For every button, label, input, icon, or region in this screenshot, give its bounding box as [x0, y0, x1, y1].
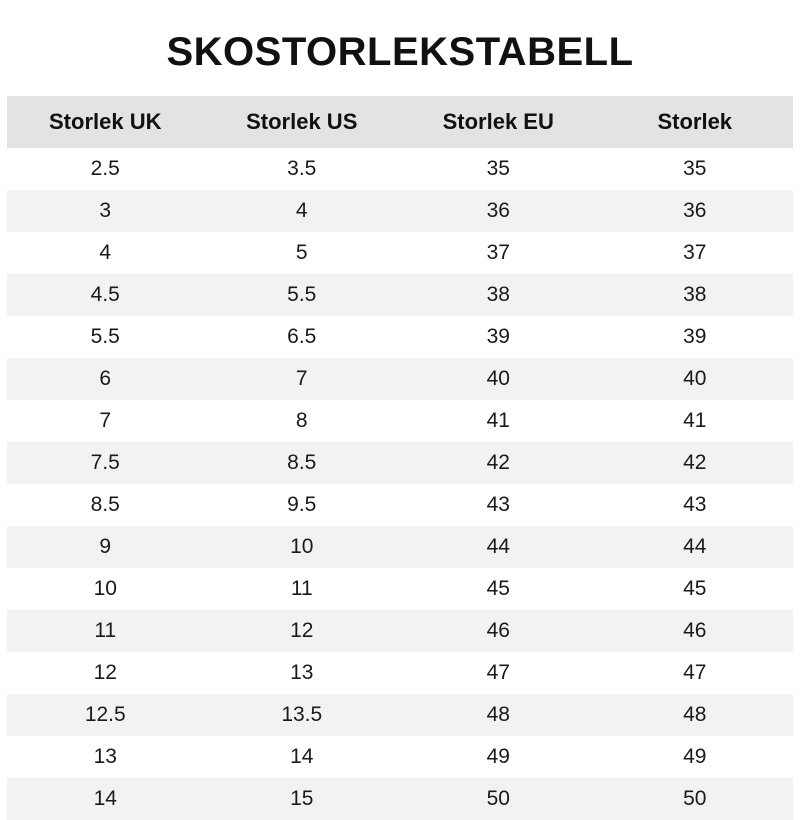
cell-eu: 41: [400, 400, 597, 442]
column-header-us: Storlek US: [204, 96, 401, 148]
cell-us: 10: [204, 526, 401, 568]
cell-eu: 37: [400, 232, 597, 274]
cell-storlek: 49: [597, 736, 794, 778]
cell-uk: 4: [7, 232, 204, 274]
cell-us: 5.5: [204, 274, 401, 316]
cell-eu: 49: [400, 736, 597, 778]
cell-eu: 39: [400, 316, 597, 358]
cell-uk: 11: [7, 610, 204, 652]
column-header-storlek: Storlek: [597, 96, 794, 148]
table-row: [7, 652, 793, 694]
cell-uk: 12: [7, 652, 204, 694]
cell-eu: 44: [400, 526, 597, 568]
table-row: [7, 232, 793, 274]
table-row: [7, 694, 793, 736]
table-row: [7, 400, 793, 442]
column-header-eu: Storlek EU: [400, 96, 597, 148]
cell-us: 13: [204, 652, 401, 694]
page-title: SKOSTORLEKSTABELL: [166, 30, 634, 74]
cell-uk: 10: [7, 568, 204, 610]
shoe-size-table: [7, 96, 793, 820]
cell-uk: 6: [7, 358, 204, 400]
cell-us: 14: [204, 736, 401, 778]
table-row: [7, 526, 793, 568]
table-header: [7, 96, 793, 148]
table-row: [7, 316, 793, 358]
cell-storlek: 39: [597, 316, 794, 358]
cell-us: 8: [204, 400, 401, 442]
cell-eu: 36: [400, 190, 597, 232]
cell-us: 11: [204, 568, 401, 610]
cell-uk: 9: [7, 526, 204, 568]
table-row: [7, 358, 793, 400]
cell-us: 8.5: [204, 442, 401, 484]
cell-us: 7: [204, 358, 401, 400]
table-header-row: [7, 96, 793, 148]
cell-uk: 2.5: [7, 148, 204, 190]
cell-us: 9.5: [204, 484, 401, 526]
table-row: [7, 778, 793, 820]
cell-uk: 4.5: [7, 274, 204, 316]
cell-eu: 50: [400, 778, 597, 820]
cell-storlek: 38: [597, 274, 794, 316]
cell-storlek: 50: [597, 778, 794, 820]
table-row: [7, 736, 793, 778]
cell-us: 3.5: [204, 148, 401, 190]
cell-us: 4: [204, 190, 401, 232]
cell-uk: 8.5: [7, 484, 204, 526]
table-row: [7, 610, 793, 652]
cell-storlek: 43: [597, 484, 794, 526]
cell-uk: 14: [7, 778, 204, 820]
cell-eu: 47: [400, 652, 597, 694]
cell-uk: 12.5: [7, 694, 204, 736]
cell-eu: 40: [400, 358, 597, 400]
cell-us: 12: [204, 610, 401, 652]
cell-storlek: 42: [597, 442, 794, 484]
cell-storlek: 48: [597, 694, 794, 736]
cell-storlek: 44: [597, 526, 794, 568]
cell-eu: 43: [400, 484, 597, 526]
cell-storlek: 35: [597, 148, 794, 190]
cell-us: 13.5: [204, 694, 401, 736]
table-row: [7, 190, 793, 232]
cell-us: 5: [204, 232, 401, 274]
cell-uk: 7: [7, 400, 204, 442]
cell-us: 15: [204, 778, 401, 820]
cell-storlek: 40: [597, 358, 794, 400]
cell-storlek: 45: [597, 568, 794, 610]
table-body: [7, 148, 793, 820]
cell-uk: 3: [7, 190, 204, 232]
cell-storlek: 37: [597, 232, 794, 274]
cell-us: 6.5: [204, 316, 401, 358]
cell-uk: 5.5: [7, 316, 204, 358]
cell-eu: 35: [400, 148, 597, 190]
table-row: [7, 442, 793, 484]
cell-eu: 42: [400, 442, 597, 484]
table-row: [7, 568, 793, 610]
cell-storlek: 46: [597, 610, 794, 652]
table-row: [7, 484, 793, 526]
table-row: [7, 274, 793, 316]
cell-uk: 7.5: [7, 442, 204, 484]
table-row: [7, 148, 793, 190]
cell-storlek: 41: [597, 400, 794, 442]
cell-uk: 13: [7, 736, 204, 778]
cell-eu: 46: [400, 610, 597, 652]
cell-storlek: 36: [597, 190, 794, 232]
cell-eu: 48: [400, 694, 597, 736]
cell-eu: 38: [400, 274, 597, 316]
cell-storlek: 47: [597, 652, 794, 694]
column-header-uk: Storlek UK: [7, 96, 204, 148]
cell-eu: 45: [400, 568, 597, 610]
